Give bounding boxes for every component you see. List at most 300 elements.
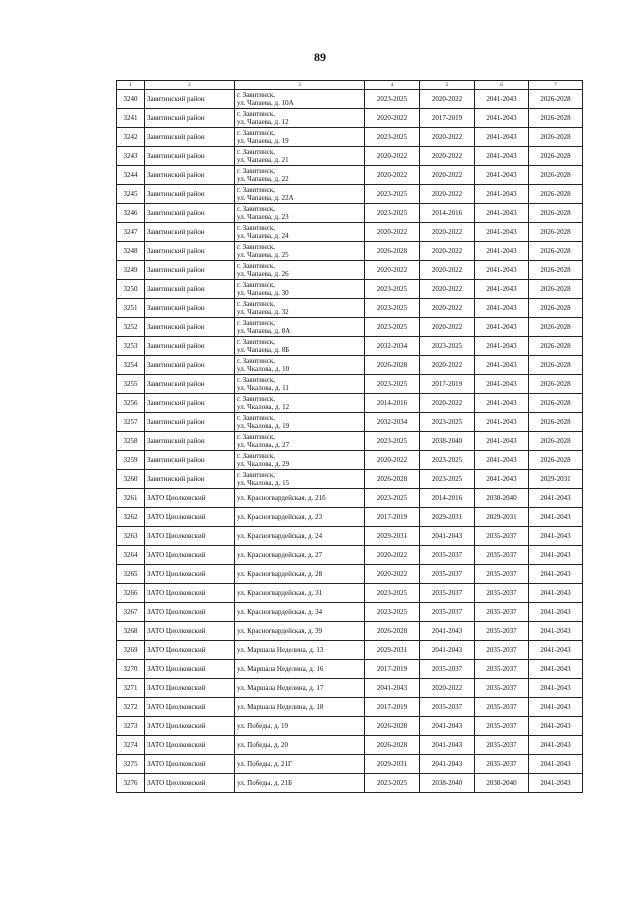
period-cell: 2035-2037	[420, 603, 475, 622]
row-number: 3271	[117, 679, 145, 698]
district-cell: Завитинский район	[145, 204, 235, 223]
district-cell: Завитинский район	[145, 90, 235, 109]
period-cell: 2014-2016	[365, 394, 420, 413]
row-number: 3255	[117, 375, 145, 394]
period-cell: 2035-2037	[475, 755, 529, 774]
district-cell: Завитинский район	[145, 223, 235, 242]
period-cell: 2026-2028	[529, 223, 583, 242]
period-cell: 2026-2028	[529, 166, 583, 185]
period-cell: 2026-2028	[529, 356, 583, 375]
district-cell: Завитинский район	[145, 109, 235, 128]
period-cell: 2020-2022	[420, 166, 475, 185]
period-cell: 2023-2025	[365, 603, 420, 622]
district-cell: Завитинский район	[145, 337, 235, 356]
period-cell: 2023-2025	[365, 489, 420, 508]
period-cell: 2041-2043	[475, 90, 529, 109]
row-number: 3247	[117, 223, 145, 242]
table-row	[117, 622, 583, 641]
period-cell: 2026-2028	[365, 242, 420, 261]
period-cell: 2041-2043	[529, 774, 583, 793]
period-cell: 2041-2043	[529, 546, 583, 565]
column-number-row	[117, 81, 583, 90]
district-cell: Завитинский район	[145, 299, 235, 318]
period-cell: 2023-2025	[365, 185, 420, 204]
address-cell	[235, 470, 365, 489]
period-cell: 2035-2037	[475, 546, 529, 565]
table-row	[117, 432, 583, 451]
row-number: 3269	[117, 641, 145, 660]
address-cell	[235, 489, 365, 508]
district-cell: ЗАТО Циолковский	[145, 584, 235, 603]
row-number: 3249	[117, 261, 145, 280]
period-cell: 2020-2022	[420, 147, 475, 166]
period-cell: 2035-2037	[475, 565, 529, 584]
period-cell: 2020-2022	[365, 451, 420, 470]
address-line: ул. Маршала Неделина, д. 13	[237, 646, 324, 654]
period-cell: 2023-2025	[365, 584, 420, 603]
address-line: ул. Чапаева, д. 12	[237, 118, 289, 126]
period-cell: 2026-2028	[365, 622, 420, 641]
period-cell: 2020-2022	[420, 128, 475, 147]
period-cell: 2020-2022	[365, 147, 420, 166]
address-cell	[235, 584, 365, 603]
row-number: 3244	[117, 166, 145, 185]
address-line: ул. Красногвардейская, д. 27	[237, 551, 323, 559]
district-cell: ЗАТО Циолковский	[145, 489, 235, 508]
address-line: ул. Чапаева, д. 22А	[237, 194, 294, 202]
table-row	[117, 90, 583, 109]
district-cell: ЗАТО Циолковский	[145, 736, 235, 755]
period-cell: 2020-2022	[365, 166, 420, 185]
table-row	[117, 736, 583, 755]
period-cell: 2029-2031	[365, 755, 420, 774]
period-cell: 2026-2028	[365, 736, 420, 755]
address-cell	[235, 147, 365, 166]
period-cell: 2041-2043	[420, 717, 475, 736]
district-cell: Завитинский район	[145, 242, 235, 261]
district-cell: ЗАТО Циолковский	[145, 679, 235, 698]
period-cell: 2017-2019	[365, 698, 420, 717]
period-cell: 2041-2043	[420, 641, 475, 660]
period-cell: 2035-2037	[475, 736, 529, 755]
row-number: 3275	[117, 755, 145, 774]
period-cell: 2041-2043	[420, 736, 475, 755]
table-row	[117, 318, 583, 337]
column-number: 3	[235, 81, 365, 90]
row-number: 3253	[117, 337, 145, 356]
period-cell: 2035-2037	[475, 641, 529, 660]
row-number: 3263	[117, 527, 145, 546]
address-cell	[235, 717, 365, 736]
period-cell: 2026-2028	[529, 375, 583, 394]
district-cell: Завитинский район	[145, 185, 235, 204]
period-cell: 2014-2016	[420, 489, 475, 508]
period-cell: 2020-2022	[365, 565, 420, 584]
period-cell: 2020-2022	[420, 356, 475, 375]
address-line: ул. Победы, д. 19	[237, 722, 289, 730]
table-row	[117, 717, 583, 736]
period-cell: 2020-2022	[420, 394, 475, 413]
period-cell: 2041-2043	[475, 223, 529, 242]
period-cell: 2041-2043	[475, 337, 529, 356]
row-number: 3250	[117, 280, 145, 299]
district-cell: Завитинский район	[145, 451, 235, 470]
period-cell: 2023-2025	[420, 470, 475, 489]
period-cell: 2020-2022	[420, 223, 475, 242]
period-cell: 2020-2022	[420, 90, 475, 109]
address-line: г. Завитинск,	[237, 395, 276, 403]
district-cell: ЗАТО Циолковский	[145, 527, 235, 546]
address-line: г. Завитинск,	[237, 281, 276, 289]
period-cell: 2041-2043	[475, 280, 529, 299]
table-row	[117, 508, 583, 527]
address-cell	[235, 394, 365, 413]
address-line: ул. Чапаева, д. 32	[237, 308, 289, 316]
period-cell: 2017-2019	[420, 109, 475, 128]
address-line: г. Завитинск,	[237, 148, 276, 156]
address-cell	[235, 318, 365, 337]
period-cell: 2041-2043	[475, 128, 529, 147]
period-cell: 2023-2025	[365, 280, 420, 299]
address-line: ул. Чапаева, д. 8А	[237, 327, 291, 335]
address-cell	[235, 356, 365, 375]
address-line: ул. Чкалова, д. 19	[237, 422, 290, 430]
period-cell: 2026-2028	[365, 717, 420, 736]
period-cell: 2041-2043	[475, 299, 529, 318]
row-number: 3268	[117, 622, 145, 641]
district-cell: ЗАТО Циолковский	[145, 755, 235, 774]
period-cell: 2041-2043	[529, 508, 583, 527]
period-cell: 2041-2043	[475, 318, 529, 337]
address-cell	[235, 242, 365, 261]
district-cell: ЗАТО Циолковский	[145, 717, 235, 736]
table-row	[117, 565, 583, 584]
address-cell	[235, 736, 365, 755]
row-number: 3251	[117, 299, 145, 318]
district-cell: Завитинский район	[145, 261, 235, 280]
address-line: ул. Победы, д. 21Б	[237, 779, 293, 787]
period-cell: 2041-2043	[420, 755, 475, 774]
table-row	[117, 166, 583, 185]
address-cell	[235, 432, 365, 451]
table-row	[117, 223, 583, 242]
period-cell: 2029-2031	[420, 508, 475, 527]
table-row	[117, 679, 583, 698]
row-number: 3272	[117, 698, 145, 717]
row-number: 3274	[117, 736, 145, 755]
address-line: ул. Красногвардейская, д. 24	[237, 532, 323, 540]
period-cell: 2035-2037	[475, 698, 529, 717]
row-number: 3270	[117, 660, 145, 679]
period-cell: 2026-2028	[529, 413, 583, 432]
period-cell: 2041-2043	[529, 622, 583, 641]
period-cell: 2020-2022	[365, 223, 420, 242]
period-cell: 2029-2031	[529, 470, 583, 489]
address-line: г. Завитинск,	[237, 357, 276, 365]
district-cell: Завитинский район	[145, 394, 235, 413]
address-cell	[235, 90, 365, 109]
period-cell: 2023-2025	[365, 318, 420, 337]
address-line: г. Завитинск,	[237, 338, 276, 346]
address-line: ул. Победы, д. 21Г	[237, 760, 293, 768]
table-row	[117, 299, 583, 318]
period-cell: 2023-2025	[365, 204, 420, 223]
table-row	[117, 774, 583, 793]
period-cell: 2041-2043	[475, 432, 529, 451]
address-line: ул. Чапаева, д. 19	[237, 137, 289, 145]
period-cell: 2026-2028	[365, 356, 420, 375]
district-cell: ЗАТО Циолковский	[145, 774, 235, 793]
period-cell: 2038-2040	[420, 432, 475, 451]
period-cell: 2023-2025	[420, 337, 475, 356]
housing-register-table	[116, 80, 583, 793]
row-number: 3273	[117, 717, 145, 736]
address-line: г. Завитинск,	[237, 110, 276, 118]
address-line: ул. Чапаева, д. 25	[237, 251, 289, 259]
period-cell: 2041-2043	[529, 641, 583, 660]
address-cell	[235, 204, 365, 223]
row-number: 3241	[117, 109, 145, 128]
period-cell: 2041-2043	[475, 147, 529, 166]
period-cell: 2041-2043	[475, 356, 529, 375]
period-cell: 2026-2028	[529, 318, 583, 337]
table-row	[117, 660, 583, 679]
period-cell: 2029-2031	[475, 508, 529, 527]
address-line: г. Завитинск,	[237, 319, 276, 327]
period-cell: 2041-2043	[529, 603, 583, 622]
table-row	[117, 128, 583, 147]
row-number: 3248	[117, 242, 145, 261]
period-cell: 2041-2043	[529, 698, 583, 717]
row-number: 3242	[117, 128, 145, 147]
period-cell: 2020-2022	[420, 679, 475, 698]
period-cell: 2023-2025	[365, 90, 420, 109]
address-line: ул. Маршала Неделина, д. 17	[237, 684, 324, 692]
period-cell: 2026-2028	[529, 109, 583, 128]
district-cell: Завитинский район	[145, 280, 235, 299]
period-cell: 2041-2043	[475, 185, 529, 204]
table-row	[117, 147, 583, 166]
address-cell	[235, 565, 365, 584]
period-cell: 2035-2037	[475, 603, 529, 622]
period-cell: 2038-2040	[475, 489, 529, 508]
address-line: ул. Красногвардейская, д. 34	[237, 608, 323, 616]
period-cell: 2017-2019	[365, 508, 420, 527]
period-cell: 2032-2034	[365, 337, 420, 356]
address-line: ул. Чапаева, д. 22	[237, 175, 289, 183]
address-cell	[235, 109, 365, 128]
table-row	[117, 546, 583, 565]
row-number: 3262	[117, 508, 145, 527]
period-cell: 2023-2025	[420, 451, 475, 470]
district-cell: ЗАТО Циолковский	[145, 565, 235, 584]
address-cell	[235, 641, 365, 660]
address-cell	[235, 299, 365, 318]
period-cell: 2041-2043	[529, 755, 583, 774]
district-cell: Завитинский район	[145, 413, 235, 432]
table-row	[117, 489, 583, 508]
period-cell: 2014-2016	[420, 204, 475, 223]
period-cell: 2020-2022	[420, 318, 475, 337]
table-row	[117, 603, 583, 622]
address-cell	[235, 451, 365, 470]
address-line: ул. Чапаева, д. 23	[237, 213, 289, 221]
address-cell	[235, 508, 365, 527]
address-cell	[235, 413, 365, 432]
period-cell: 2029-2031	[365, 641, 420, 660]
row-number: 3252	[117, 318, 145, 337]
column-number: 5	[420, 81, 475, 90]
period-cell: 2026-2028	[529, 242, 583, 261]
row-number: 3265	[117, 565, 145, 584]
address-line: г. Завитинск,	[237, 205, 276, 213]
table-row	[117, 337, 583, 356]
district-cell: ЗАТО Циолковский	[145, 641, 235, 660]
row-number: 3254	[117, 356, 145, 375]
period-cell: 2041-2043	[365, 679, 420, 698]
row-number: 3260	[117, 470, 145, 489]
period-cell: 2041-2043	[475, 204, 529, 223]
period-cell: 2026-2028	[529, 128, 583, 147]
district-cell: Завитинский район	[145, 147, 235, 166]
address-line: ул. Маршала Неделина, д. 18	[237, 703, 324, 711]
period-cell: 2041-2043	[420, 622, 475, 641]
period-cell: 2038-2040	[420, 774, 475, 793]
address-line: г. Завитинск,	[237, 243, 276, 251]
period-cell: 2035-2037	[420, 565, 475, 584]
row-number: 3256	[117, 394, 145, 413]
address-line: ул. Победы, д. 20	[237, 741, 289, 749]
row-number: 3258	[117, 432, 145, 451]
address-cell	[235, 375, 365, 394]
table-row	[117, 394, 583, 413]
row-number: 3243	[117, 147, 145, 166]
address-line: г. Завитинск,	[237, 129, 276, 137]
address-line: ул. Красногвардейская, д. 28	[237, 570, 323, 578]
row-number: 3245	[117, 185, 145, 204]
period-cell: 2035-2037	[475, 527, 529, 546]
column-number: 2	[145, 81, 235, 90]
period-cell: 2041-2043	[529, 584, 583, 603]
address-line: ул. Красногвардейская, д. 23	[237, 513, 323, 521]
address-line: г. Завитинск,	[237, 376, 276, 384]
period-cell: 2041-2043	[529, 565, 583, 584]
period-cell: 2026-2028	[529, 204, 583, 223]
address-line: ул. Чкалова, д. 10	[237, 365, 290, 373]
address-line: ул. Чапаева, д. 30	[237, 289, 289, 297]
address-line: ул. Красногвардейская, д. 31	[237, 589, 323, 597]
address-line: ул. Чапаева, д. 10А	[237, 99, 294, 107]
row-number: 3261	[117, 489, 145, 508]
period-cell: 2041-2043	[529, 489, 583, 508]
district-cell: Завитинский район	[145, 375, 235, 394]
period-cell: 2026-2028	[529, 299, 583, 318]
period-cell: 2026-2028	[529, 147, 583, 166]
row-number: 3266	[117, 584, 145, 603]
address-line: ул. Чкалова, д. 11	[237, 384, 289, 392]
district-cell: ЗАТО Циолковский	[145, 698, 235, 717]
period-cell: 2017-2019	[365, 660, 420, 679]
table-row	[117, 242, 583, 261]
address-cell	[235, 185, 365, 204]
table-row	[117, 527, 583, 546]
period-cell: 2041-2043	[475, 261, 529, 280]
period-cell: 2029-2031	[365, 527, 420, 546]
period-cell: 2035-2037	[475, 717, 529, 736]
period-cell: 2020-2022	[420, 280, 475, 299]
table-row	[117, 470, 583, 489]
table-row	[117, 755, 583, 774]
table-row	[117, 584, 583, 603]
period-cell: 2035-2037	[475, 660, 529, 679]
period-cell: 2020-2022	[420, 185, 475, 204]
period-cell: 2041-2043	[529, 736, 583, 755]
column-number: 7	[529, 81, 583, 90]
period-cell: 2026-2028	[529, 337, 583, 356]
period-cell: 2041-2043	[420, 527, 475, 546]
table-row	[117, 185, 583, 204]
row-number: 3246	[117, 204, 145, 223]
period-cell: 2023-2025	[365, 774, 420, 793]
address-line: ул. Чапаева, д. 26	[237, 270, 289, 278]
period-cell: 2026-2028	[529, 261, 583, 280]
address-line: ул. Красногвардейская, д. 39	[237, 627, 323, 635]
address-line: ул. Красногвардейская, д. 21б	[237, 494, 326, 502]
address-cell	[235, 223, 365, 242]
row-number: 3259	[117, 451, 145, 470]
address-cell	[235, 546, 365, 565]
period-cell: 2041-2043	[475, 413, 529, 432]
period-cell: 2041-2043	[529, 527, 583, 546]
period-cell: 2026-2028	[365, 470, 420, 489]
period-cell: 2026-2028	[529, 280, 583, 299]
page-number: 89	[314, 50, 326, 64]
table-row	[117, 641, 583, 660]
table-row	[117, 698, 583, 717]
address-line: г. Завитинск,	[237, 167, 276, 175]
row-number: 3267	[117, 603, 145, 622]
address-line: ул. Маршала Неделина, д. 16	[237, 665, 324, 673]
period-cell: 2026-2028	[529, 394, 583, 413]
period-cell: 2023-2025	[365, 375, 420, 394]
period-cell: 2026-2028	[529, 451, 583, 470]
address-cell	[235, 337, 365, 356]
period-cell: 2035-2037	[420, 584, 475, 603]
address-cell	[235, 755, 365, 774]
period-cell: 2041-2043	[475, 242, 529, 261]
address-cell	[235, 527, 365, 546]
row-number: 3257	[117, 413, 145, 432]
district-cell: Завитинский район	[145, 128, 235, 147]
address-cell	[235, 679, 365, 698]
period-cell: 2035-2037	[475, 679, 529, 698]
period-cell: 2041-2043	[529, 679, 583, 698]
address-line: г. Завитинск,	[237, 262, 276, 270]
period-cell: 2023-2025	[365, 432, 420, 451]
column-number: 1	[117, 81, 145, 90]
column-number: 6	[475, 81, 529, 90]
address-line: г. Завитинск,	[237, 91, 276, 99]
table-row	[117, 204, 583, 223]
period-cell: 2041-2043	[475, 394, 529, 413]
district-cell: ЗАТО Циолковский	[145, 660, 235, 679]
table-row	[117, 451, 583, 470]
address-cell	[235, 660, 365, 679]
period-cell: 2020-2022	[365, 109, 420, 128]
period-cell: 2017-2019	[420, 375, 475, 394]
period-cell: 2020-2022	[365, 546, 420, 565]
period-cell: 2023-2025	[365, 299, 420, 318]
